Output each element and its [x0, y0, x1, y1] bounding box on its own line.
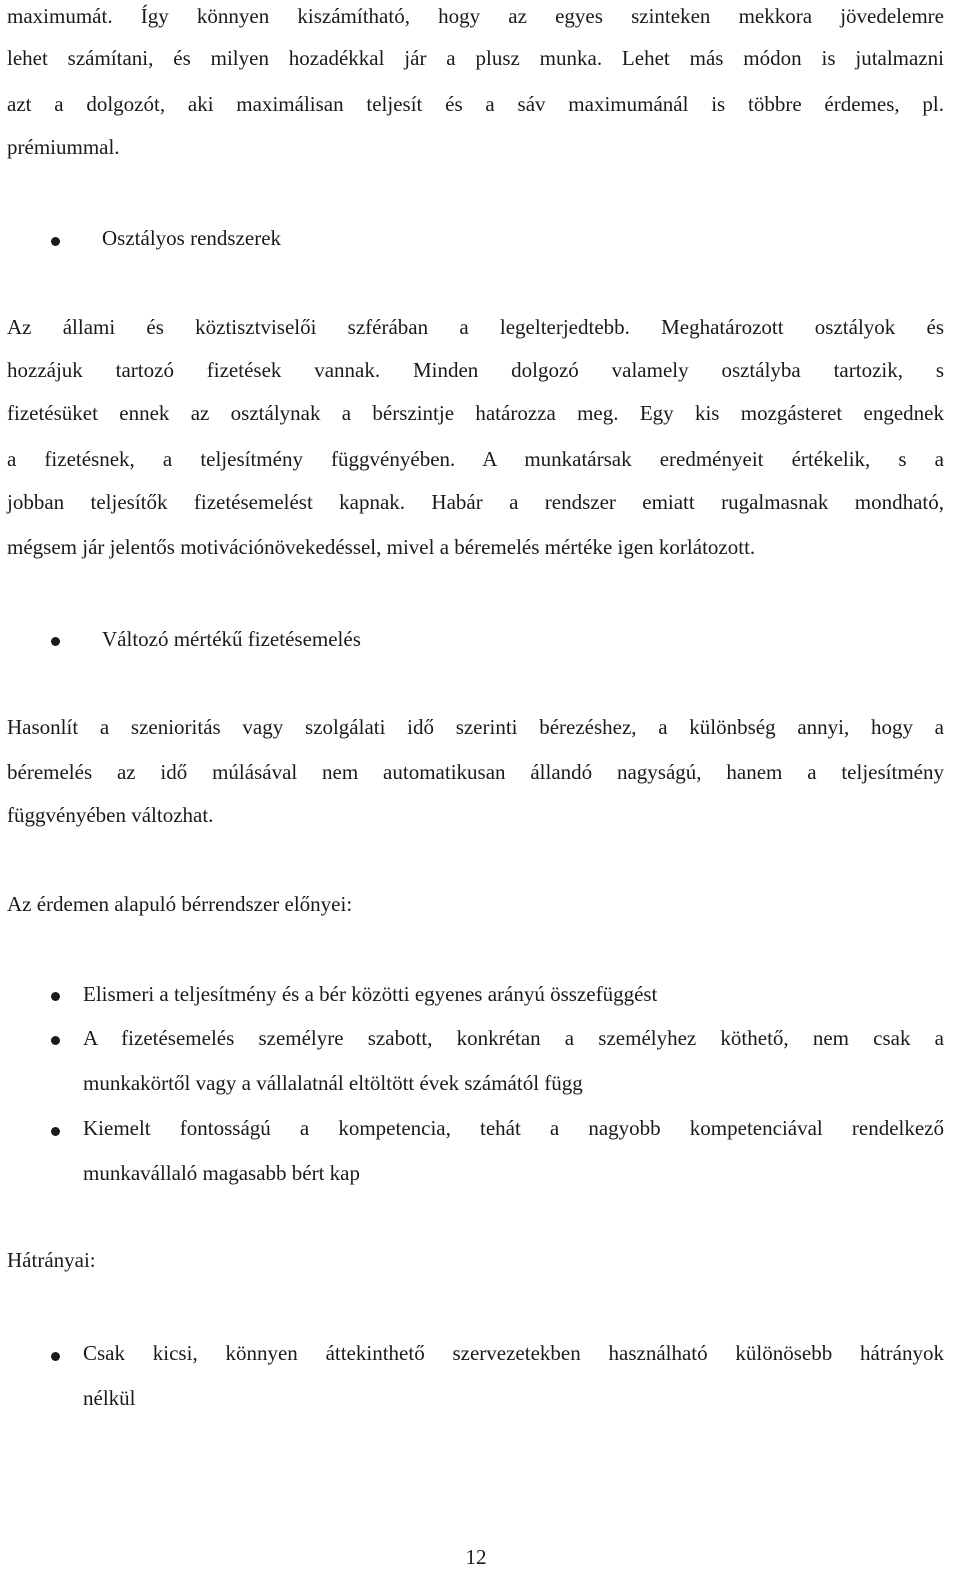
text-line: prémiummal.: [7, 135, 120, 159]
bullet-icon: [51, 992, 60, 1001]
bullet-icon: [51, 1127, 60, 1136]
list-item-text: munkavállaló magasabb bért kap: [83, 1161, 360, 1185]
text-line: fizetésüket ennek az osztálynak a bérszintje határozza meg. Egy kis mozgásteret engednek: [7, 401, 944, 425]
page-number: 12: [465, 1545, 487, 1569]
text-line: Hasonlít a szenioritás vagy szolgálati idő szerinti bérezéshez, a különbség annyi, hogy a: [7, 715, 944, 739]
text-line: maximumát. Így könnyen kiszámítható, hogy az egyes szinteken mekkora jövedelemre: [7, 4, 944, 28]
text-line: azt a dolgozót, aki maximálisan teljesít és a sáv maximumánál is többre érdemes, pl.: [7, 92, 944, 116]
bullet-icon: [51, 637, 60, 646]
list-item-text: Kiemelt fontosságú a kompetencia, tehát a nagyobb kompetenciával rendelkező: [83, 1116, 944, 1140]
text-line: mégsem jár jelentős motivációnövekedéssel, mivel a béremelés mértéke igen korlátozott.: [7, 535, 756, 559]
section-heading-label: Változó mértékű fizetésemelés: [102, 627, 361, 651]
bullet-icon: [51, 237, 60, 246]
text-line: lehet számítani, és milyen hozadékkal jár a plusz munka. Lehet más módon is jutalmazni: [7, 46, 944, 70]
list-item-text: Csak kicsi, könnyen áttekinthető szervezetekben használható különösebb hátrányok: [83, 1341, 944, 1365]
advantages-heading: Az érdemen alapuló bérrendszer előnyei:: [7, 892, 353, 916]
bullet-icon: [51, 1352, 60, 1361]
text-line: a fizetésnek, a teljesítmény függvényében. A munkatársak eredményeit értékelik, s a: [7, 447, 944, 471]
section-heading-label: Osztályos rendszerek: [102, 226, 282, 250]
text-line: béremelés az idő múlásával nem automatikusan állandó nagyságú, hanem a teljesítmény: [7, 760, 944, 784]
text-line: Az állami és köztisztviselői szférában a legelterjedtebb. Meghatározott osztályok és: [7, 315, 944, 339]
list-item-text: Elismeri a teljesítmény és a bér közötti egyenes arányú összefüggést: [83, 982, 658, 1006]
text-line: hozzájuk tartozó fizetések vannak. Minden dolgozó valamely osztályba tartozik, s: [7, 358, 944, 382]
list-item-text: A fizetésemelés személyre szabott, konkrétan a személyhez köthető, nem csak a: [83, 1026, 944, 1050]
text-line: függvényében változhat.: [7, 803, 214, 827]
text-line: jobban teljesítők fizetésemelést kapnak. Habár a rendszer emiatt rugalmasnak mondható,: [7, 490, 944, 514]
disadvantages-heading: Hátrányai:: [7, 1248, 96, 1272]
list-item-text: munkakörtől vagy a vállalatnál eltöltött évek számától függ: [83, 1071, 583, 1095]
bullet-icon: [51, 1036, 60, 1045]
list-item-text: nélkül: [83, 1386, 136, 1410]
